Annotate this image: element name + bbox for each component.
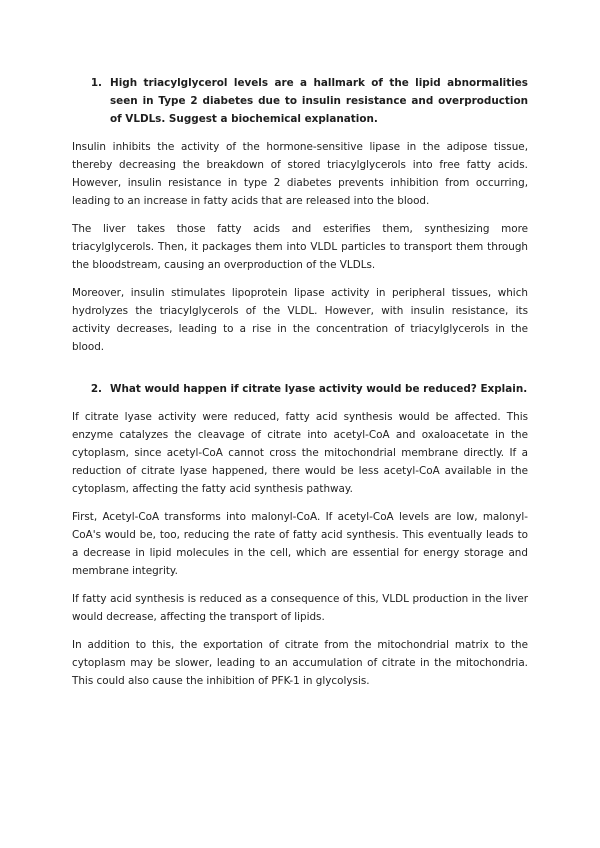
answer-paragraph: In addition to this, the exportation of citrate from the mitochondrial matrix to the cytoplasm may be slower, leading to an accumulation of citrate in the mitochondria. This could also cause the inhibition of PFK-1 in glycolysis.: [72, 639, 528, 687]
answer-paragraph: If fatty acid synthesis is reduced as a consequence of this, VLDL production in the liver would decrease, affecting the transport of lipids.: [72, 593, 528, 623]
answer-paragraph: The liver takes those fatty acids and esterifies them, synthesizing more triacylglycerols. Then, it packages them into VLDL particles to transport them through the bloodstream, causing an overproduction of the VLDLs.: [72, 223, 528, 271]
question-number: 1.: [90, 77, 102, 89]
section-spacer: [72, 366, 528, 380]
question-text: High triacylglycerol levels are a hallmark of the lipid abnormalities seen in Type 2 diabetes due to insulin resistance and overproduction of VLDLs. Suggest a biochemical explanation.: [110, 77, 528, 125]
question-text: What would happen if citrate lyase activity would be reduced? Explain.: [110, 383, 528, 395]
document-body: [72, 74, 528, 700]
question-1: [72, 74, 528, 128]
answer-paragraph: Insulin inhibits the activity of the hormone-sensitive lipase in the adipose tissue, thereby decreasing the breakdown of stored triacylglycerols into free fatty acids. However, insulin resistance in type 2 diabetes prevents inhibition from occurring, leading to an increase in fatty acids that are released into the blood.: [72, 141, 528, 207]
question-number: 2.: [90, 383, 102, 395]
answer-paragraph: First, Acetyl-CoA transforms into malonyl-CoA. If acetyl-CoA levels are low, malonyl-CoA's would be, too, reducing the rate of fatty acid synthesis. This eventually leads to a decrease in lipid molecules in the cell, which are essential for energy storage and membrane integrity.: [72, 511, 528, 577]
question-2: [72, 380, 528, 398]
answer-paragraph: If citrate lyase activity were reduced, fatty acid synthesis would be affected. This enzyme catalyzes the cleavage of citrate into acetyl-CoA and oxaloacetate in the cytoplasm, since acetyl-CoA cannot cross the mitochondrial membrane directly. If a reduction of citrate lyase happened, there would be less acetyl-CoA available in the cytoplasm, affecting the fatty acid synthesis pathway.: [72, 411, 528, 495]
answer-paragraph: Moreover, insulin stimulates lipoprotein lipase activity in peripheral tissues, which hydrolyzes the triacylglycerols of the VLDL. However, with insulin resistance, its activity decreases, leading to a rise in the concentration of triacylglycerols in the blood.: [72, 287, 528, 353]
